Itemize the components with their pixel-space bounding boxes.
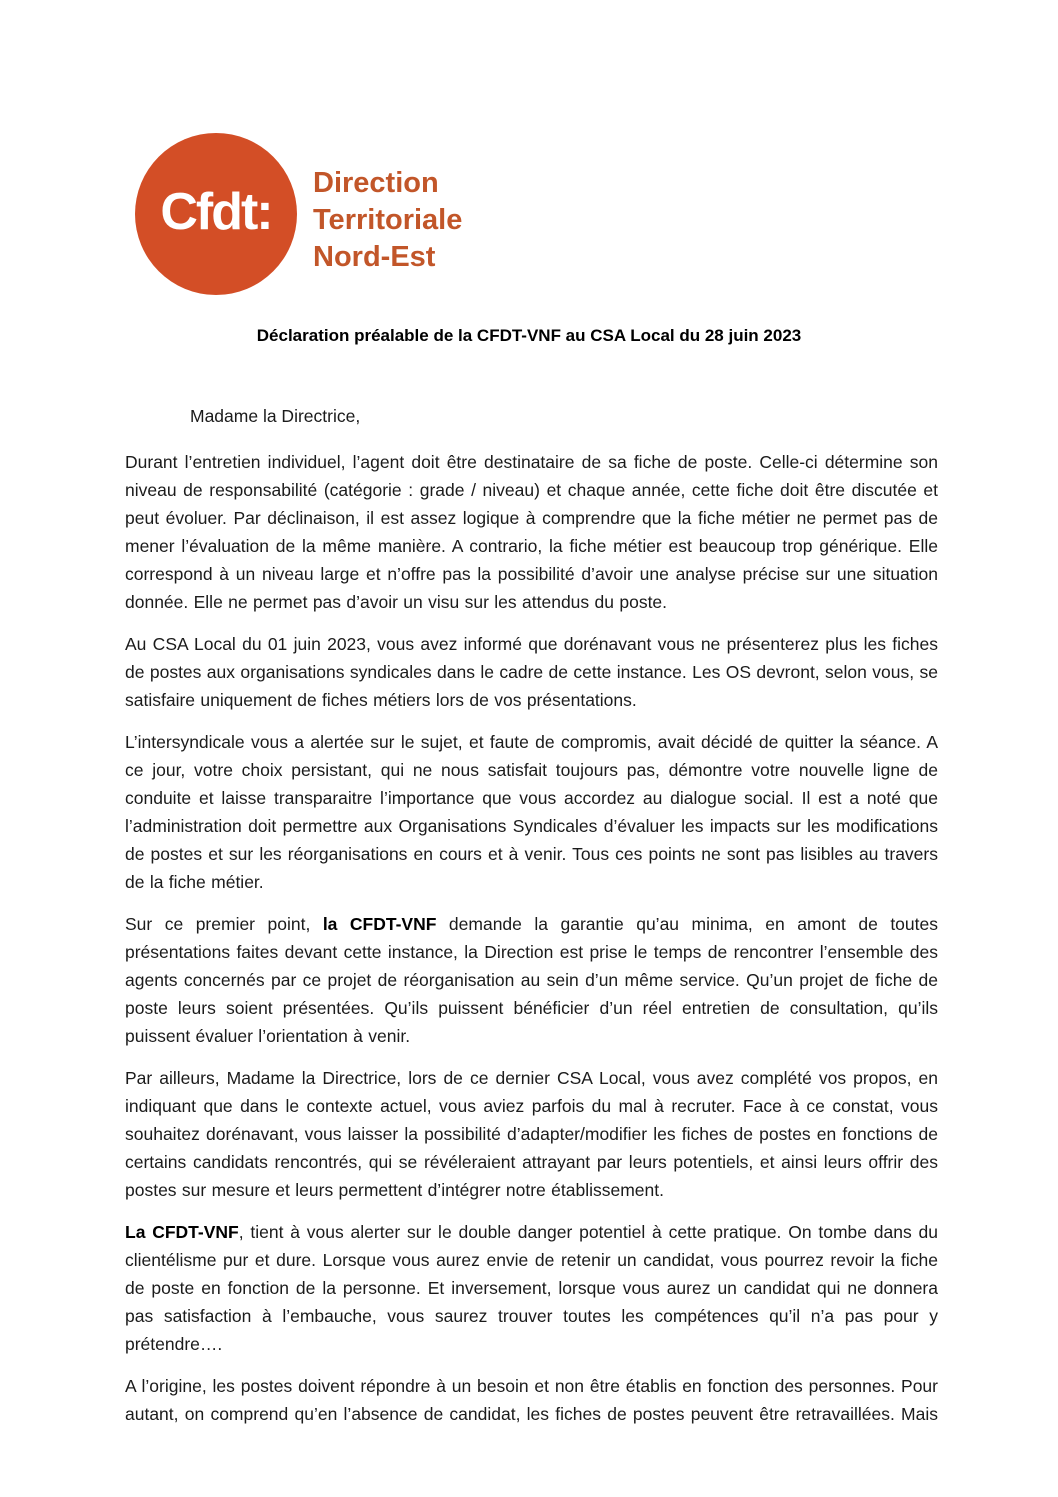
paragraph xyxy=(125,1218,938,1358)
org-name-line-3: Nord-Est xyxy=(313,241,436,273)
org-name xyxy=(313,165,462,276)
paragraph xyxy=(125,448,938,616)
document-title: Déclaration préalable de la CFDT-VNF au CSA Local du 28 juin 2023 xyxy=(256,326,802,345)
paragraph xyxy=(125,910,938,1050)
body-text: , tient à vous alerter sur le double danger potentiel à cette pratique. On tombe dans du clientélisme pur et dure. Lorsque vous aurez envie de retenir un candidat, vous pourrez revoir la fiche de poste en fonction de la personne. Et inversement, lorsque vous aurez un candidat qui ne donnera pas satisfaction à l’embauche, vous saurez trouver toutes les compétences qu’il n’a pas pour y prétendre…. xyxy=(125,1222,938,1354)
letter-content xyxy=(125,402,938,1428)
salutation: Madame la Directrice, xyxy=(190,406,361,426)
emphasis-text: la CFDT-VNF xyxy=(322,914,437,934)
paragraph xyxy=(125,1372,938,1428)
paragraph xyxy=(125,728,938,896)
org-name-line-2: Territoriale xyxy=(313,204,463,236)
paragraph xyxy=(125,630,938,714)
body-text: Au CSA Local du 01 juin 2023, vous avez informé que dorénavant vous ne présenterez plus les fiches de postes aux organisations syndicales dans le cadre de cette instance. Les OS devront, selon vous, se satisfaire uniquement de fiches métiers lors de vos présentations. xyxy=(125,634,938,710)
body-text: L’intersyndicale vous a alertée sur le sujet, et faute de compromis, avait décidé de quitter la séance. A ce jour, votre choix persistant, qui ne nous satisfait toujours pas, démontre votre nouvelle ligne de conduite et laisse transparaitre l’importance que vous accordez au dialogue social. Il est a noté que l’administration doit permettre aux Organisations Syndicales d’évaluer les impacts sur les modifications de postes et sur les réorganisations en cours et à venir. Tous ces points ne sont pas lisibles au travers de la fiche métier. xyxy=(125,732,938,892)
cfdt-logo-text: Cfdt: xyxy=(160,183,272,241)
cfdt-logo xyxy=(135,133,297,295)
body-text: Sur ce premier point, xyxy=(125,914,323,934)
emphasis-text: La CFDT-VNF xyxy=(125,1222,239,1242)
org-name-line-1: Direction xyxy=(313,167,439,199)
body-text: Durant l’entretien individuel, l’agent doit être destinataire de sa fiche de poste. Celle-ci détermine son niveau de responsabilité (catégorie : grade / niveau) et chaque année, cette fiche doit être discutée et peut évoluer. Par déclinaison, il est assez logique à comprendre que la fiche métier ne permet pas de mener l’évaluation de la même manière. A contrario, la fiche métier est beaucoup trop générique. Elle correspond à un niveau large et n’offre pas la possibilité d’avoir une analyse précise sur une situation donnée. Elle ne permet pas d’avoir un visu sur les attendus du poste. xyxy=(125,452,938,612)
letter-body xyxy=(125,448,938,1428)
letterhead xyxy=(135,133,1058,296)
body-text: demande la garantie qu’au minima, en amont de toutes présentations faites devant cette instance, la Direction est prise le temps de rencontrer l’ensemble des agents concernés par ce projet de réorganisation au sein d’un même service. Qu’un projet de fiche de poste leurs soient présentées. Qu’ils puissent bénéficier d’un réel entretien de consultation, qu’ils puissent évaluer l’orientation à venir. xyxy=(125,914,938,1046)
paragraph xyxy=(125,1064,938,1204)
body-text: Par ailleurs, Madame la Directrice, lors de ce dernier CSA Local, vous avez complété vos propos, en indiquant que dans le contexte actuel, vous aviez parfois du mal à recruter. Face à ce constat, vous souhaitez dorénavant, vous laisser la possibilité d’adapter/modifier les fiches de postes en fonctions de certains candidats rencontrés, qui se révéleraient attrayant par leurs potentiels, et ainsi leurs offrir des postes sur mesure et leurs permettent d’intégrer notre établissement. xyxy=(125,1068,938,1200)
body-text: A l’origine, les postes doivent répondre à un besoin et non être établis en fonction des personnes. Pour autant, on comprend qu’en l’absence de candidat, les fiches de postes peuvent être retravaillées. Mais xyxy=(125,1376,938,1424)
